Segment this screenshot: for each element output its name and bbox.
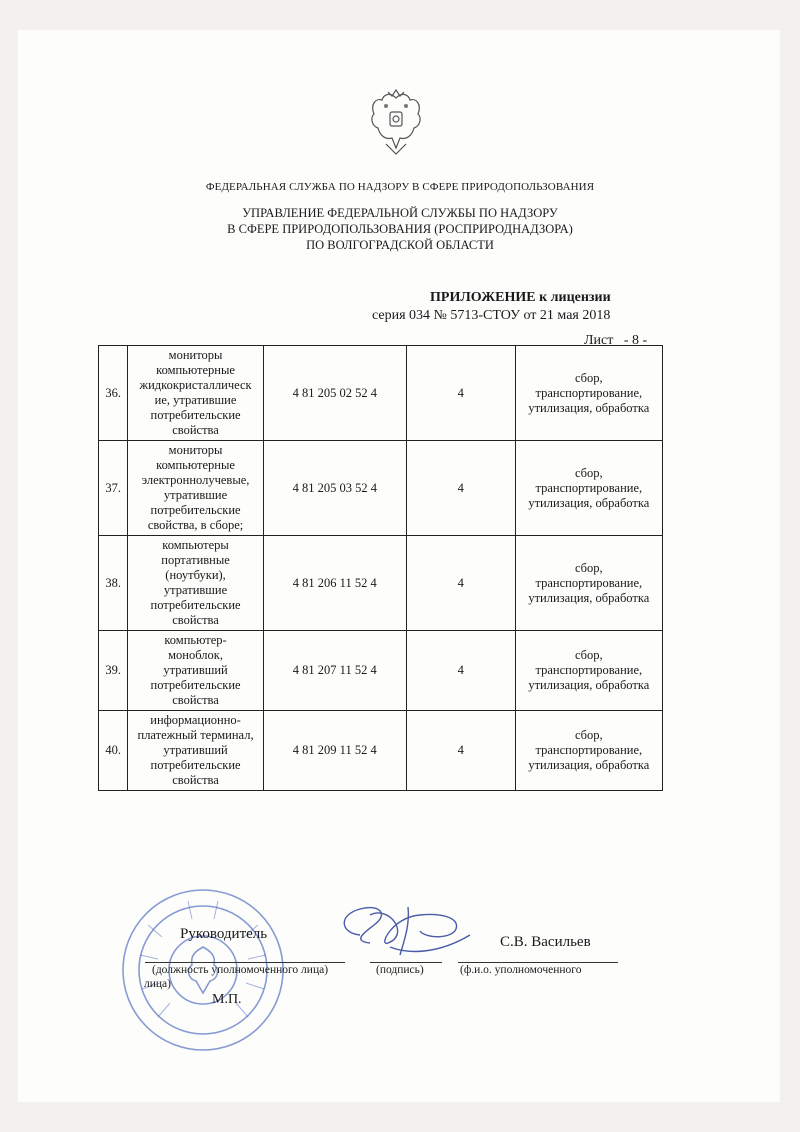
activity-line: сбор, — [574, 648, 603, 662]
hazard-class: 4 — [406, 631, 515, 711]
waste-name-line: потребительские — [150, 598, 241, 612]
activity-types — [515, 441, 662, 536]
activity-line: утилизация, обработка — [528, 758, 650, 772]
waste-name-line: утратившие — [163, 583, 228, 597]
position-caption-continued: лица) — [144, 978, 171, 990]
hazard-class: 4 — [406, 346, 515, 441]
waste-name-line: компьютерные — [156, 458, 235, 472]
activity-types — [515, 536, 662, 631]
signatory-role: Руководитель — [180, 926, 268, 942]
department-line: УПРАВЛЕНИЕ ФЕДЕРАЛЬНОЙ СЛУЖБЫ ПО НАДЗОРУ — [242, 206, 558, 220]
activity-line: транспортирование, — [535, 743, 643, 757]
waste-name-line: свойства — [172, 693, 219, 707]
signature-icon — [330, 895, 480, 965]
license-series: серия 034 № 5713-СТОУ от 21 мая 2018 — [372, 308, 611, 323]
row-number: 39. — [99, 631, 128, 711]
waste-name-line: свойства — [172, 423, 219, 437]
fio-caption: (ф.и.о. уполномоченного — [460, 964, 582, 976]
activity-types — [515, 346, 662, 441]
waste-name-line: информационно- — [150, 713, 241, 727]
table-row — [99, 631, 663, 711]
table-row — [99, 536, 663, 631]
activity-line: транспортирование, — [535, 480, 643, 495]
fkko-code: 4 81 209 11 52 4 — [263, 711, 406, 791]
waste-name-line: компьютерные — [156, 363, 235, 377]
waste-name-line: ие, утратившие — [154, 393, 237, 407]
waste-name-line: свойства — [172, 773, 219, 787]
table-row — [99, 346, 663, 441]
fkko-code: 4 81 205 02 52 4 — [263, 346, 406, 441]
waste-name-line: мониторы — [168, 443, 223, 457]
waste-name-line: моноблок, — [168, 648, 223, 662]
waste-name-line: свойства — [172, 613, 219, 627]
activity-line: транспортирование, — [535, 575, 643, 590]
coat-of-arms-icon — [366, 88, 426, 156]
agency-title: ФЕДЕРАЛЬНАЯ СЛУЖБА ПО НАДЗОРУ В СФЕРЕ ПРИРОДОПОЛЬЗОВАНИЯ — [205, 181, 595, 193]
appendix-title: ПРИЛОЖЕНИЕ к лицензии — [430, 290, 611, 305]
waste-name-line: утративший — [163, 663, 228, 677]
signatory-name: С.В. Васильев — [500, 934, 591, 950]
waste-name-line: (ноутбуки), — [165, 568, 226, 582]
signature-caption: (подпись) — [376, 964, 424, 976]
activity-line: утилизация, обработка — [528, 495, 650, 510]
row-number: 37. — [99, 441, 128, 536]
seal-label: М.П. — [212, 992, 242, 1007]
activity-line: утилизация, обработка — [528, 400, 650, 415]
hazard-class: 4 — [406, 536, 515, 631]
department-line: В СФЕРЕ ПРИРОДОПОЛЬЗОВАНИЯ (РОСПРИРОДНАДЗОРА) — [227, 222, 573, 236]
waste-name-line: жидкокристаллическ — [139, 378, 252, 392]
waste-name-line: потребительские — [150, 503, 241, 517]
row-number: 40. — [99, 711, 128, 791]
waste-name-line: портативные — [161, 553, 230, 567]
position-line — [145, 962, 345, 963]
fkko-code: 4 81 205 03 52 4 — [263, 441, 406, 536]
fio-line — [458, 962, 618, 963]
department-title — [0, 205, 800, 253]
activity-types — [515, 711, 662, 791]
waste-name-line: мониторы — [168, 348, 223, 362]
sheet-number: Лист - 8 - — [584, 333, 648, 348]
waste-name-line: потребительские — [150, 408, 241, 422]
hazard-class: 4 — [406, 711, 515, 791]
waste-name-line: потребительские — [150, 678, 241, 692]
waste-name-line: свойства, в сборе; — [147, 518, 244, 532]
fkko-code: 4 81 206 11 52 4 — [263, 536, 406, 631]
signature-line — [370, 962, 442, 963]
activity-line: утилизация, обработка — [528, 590, 650, 605]
activity-line: утилизация, обработка — [528, 678, 650, 692]
table-row — [99, 441, 663, 536]
waste-name-line: электроннолучевые, — [141, 473, 250, 487]
waste-name-line: компьютеры — [162, 538, 229, 552]
waste-name-line: потребительские — [150, 758, 241, 772]
hazard-class: 4 — [406, 441, 515, 536]
activity-line: сбор, — [574, 560, 603, 575]
position-caption: (должность уполномоченного лица) — [152, 964, 329, 976]
waste-table — [98, 345, 663, 791]
waste-name-line: утратившие — [163, 488, 228, 502]
waste-name — [128, 631, 263, 711]
row-number: 38. — [99, 536, 128, 631]
activity-line: сбор, — [574, 465, 603, 480]
table-row — [99, 711, 663, 791]
waste-name — [128, 346, 263, 441]
activity-line: транспортирование, — [535, 385, 643, 400]
department-line: ПО ВОЛГОГРАДСКОЙ ОБЛАСТИ — [306, 238, 494, 252]
waste-name-line: утративший — [163, 743, 228, 757]
waste-name — [128, 441, 263, 536]
row-number: 36. — [99, 346, 128, 441]
activity-line: транспортирование, — [535, 663, 643, 677]
activity-line: сбор, — [574, 728, 603, 742]
waste-name — [128, 711, 263, 791]
fkko-code: 4 81 207 11 52 4 — [263, 631, 406, 711]
waste-name-line: компьютер- — [164, 633, 227, 647]
activity-line: сбор, — [574, 370, 603, 385]
waste-name — [128, 536, 263, 631]
waste-name-line: платежный терминал, — [137, 728, 254, 742]
activity-types — [515, 631, 662, 711]
